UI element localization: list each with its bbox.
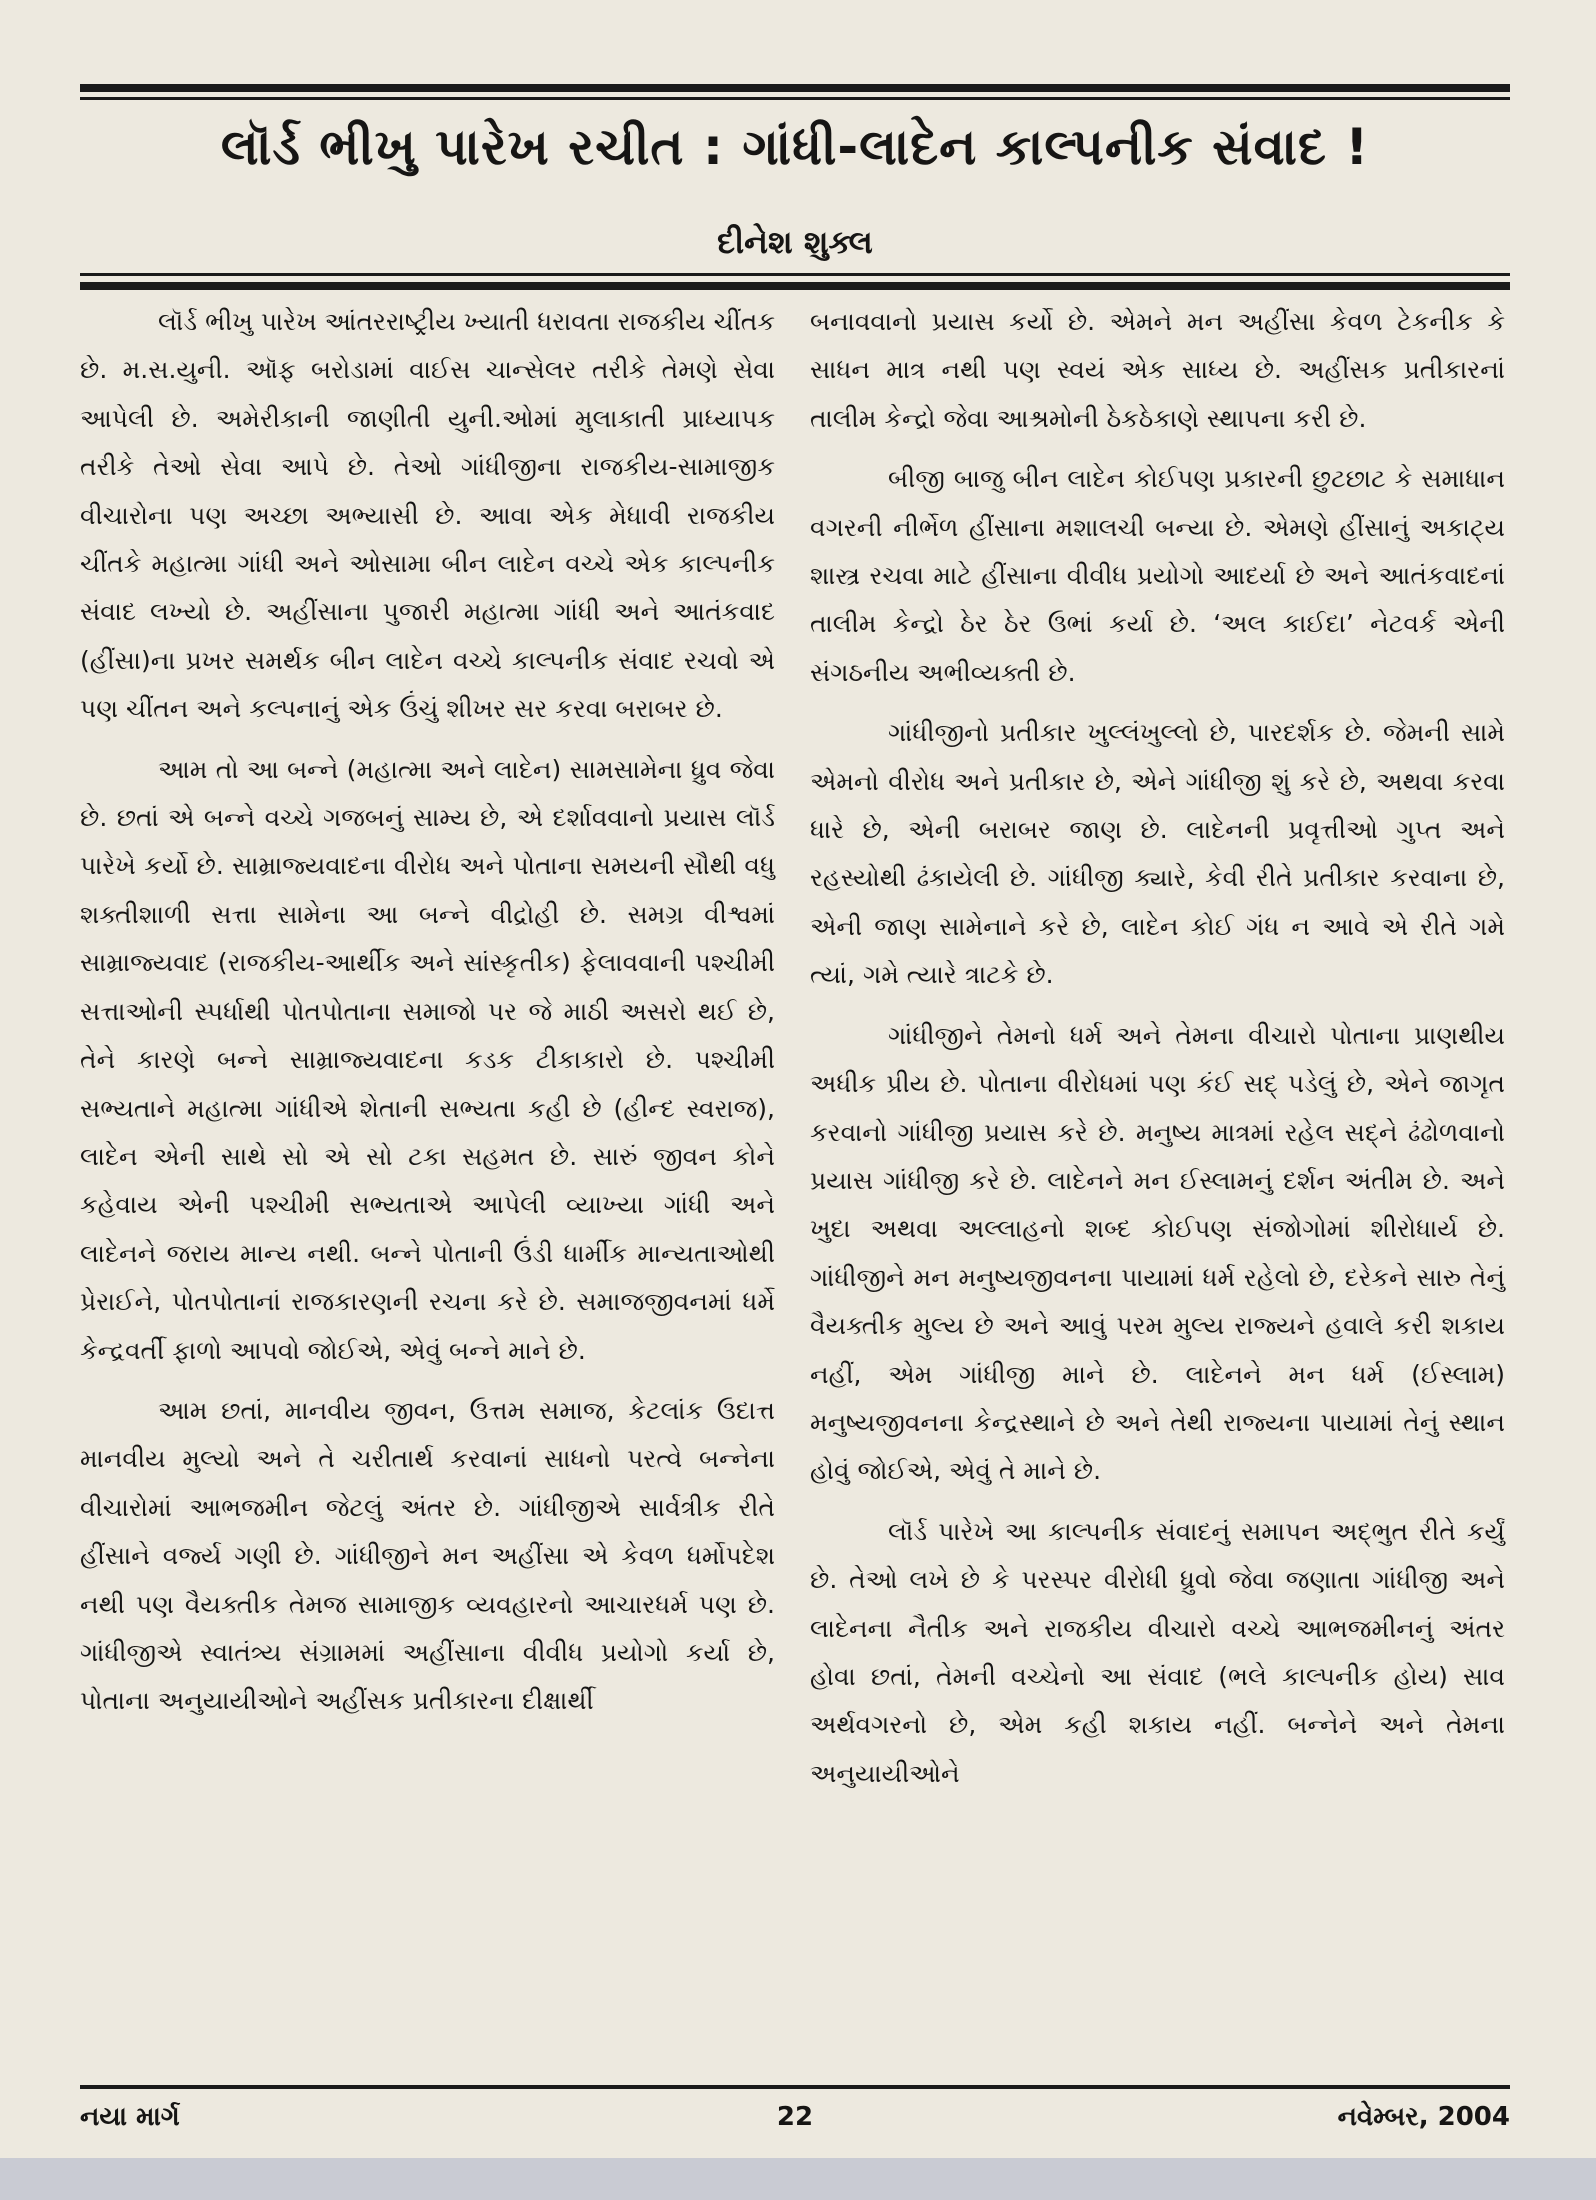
- paragraph: આમ છતાં, માનવીય જીવન, ઉત્તમ સમાજ, કેટલાંક ઉદાત્ત માનવીય મુલ્યો અને તે ચરીતાર્થ કરવાનાં સાધનો પરત્વે બન્નેના વીચારોમાં આભજમીન જેટલું અંતર છે. ગાંધીજીએ સાર્વત્રીક રીતે હીંસાને વર્જ્ય ગણી છે. ગાંધીજીને મન અહીંસા એ કેવળ ધર્મોપદેશ નથી પણ વૈયક્તીક તેમજ સામાજીક વ્યવહારનો આચારધર્મ પણ છે. ગાંધીજીએ સ્વાતંત્ર્ય સંગ્રામમાં અહીંસાના વીવીધ પ્રયોગો કર્યા છે, પોતાના અનુયાયીઓને અહીંસક પ્રતીકારના દીક્ષાર્થી: [80, 1395, 775, 1716]
- header-rule-thin: [80, 273, 1510, 276]
- paragraph: ગાંધીજીનો પ્રતીકાર ખુલ્લંખુલ્લો છે, પારદર્શક છે. જેમની સામે એમનો વીરોધ અને પ્રતીકાર છે, એને ગાંધીજી શું કરે છે, અથવા કરવા ધારે છે, એની બરાબર જાણ છે. લાદેનની પ્રવૃત્તીઓ ગુપ્ત અને રહસ્યોથી ઢંકાયેલી છે. ગાંધીજી ક્યારે, કેવી રીતે પ્રતીકાર કરવાના છે, એની જાણ સામેનાને કરે છે, લાદેન કોઈ ગંધ ન આવે એ રીતે ગમે ત્યાં, ગમે ત્યારે ત્રાટકે છે.: [810, 718, 1505, 990]
- scan-background-strip: [0, 2158, 1596, 2200]
- footer-rule: [80, 2085, 1510, 2089]
- footer-page-number: 22: [776, 2102, 814, 2132]
- paragraph: બીજી બાજુ બીન લાદેન કોઈપણ પ્રકારની છુટછાટ કે સમાધાન વગરની નીર્ભેળ હીંસાના મશાલચી બન્યા છે. એમણે હીંસાનું અકાટ્ય શાસ્ત્ર રચવા માટે હીંસાના વીવીધ પ્રયોગો આદર્યા છે અને આતંકવાદનાં તાલીમ કેન્દ્રો ઠેર ઠેર ઉભાં કર્યા છે. ‘અલ કાઈદા’ નેટવર્ક એની સંગઠનીય અભીવ્યક્તી છે.: [810, 464, 1505, 687]
- paragraph: ગાંધીજીને તેમનો ધર્મ અને તેમના વીચારો પોતાના પ્રાણથીય અધીક પ્રીય છે. પોતાના વીરોધમાં પણ કંઈ સદ્ પડેલું છે, એને જાગૃત કરવાનો ગાંધીજી પ્રયાસ કરે છે. મનુષ્ય માત્રમાં રહેલ સદ્‌ને ઢંઢોળવાનો પ્રયાસ ગાંધીજી કરે છે. લાદેનને મન ઈસ્લામનું દર્શન અંતીમ છે. અને ખુદા અથવા અલ્લાહનો શબ્દ કોઈપણ સંજોગોમાં શીરોધાર્ય છે. ગાંધીજીને મન મનુષ્યજીવનના પાયામાં ધર્મ રહેલો છે, દરેકને સારુ તેનું વૈયક્તીક મુલ્ય છે અને આવું પરમ મુલ્ય રાજ્યને હવાલે કરી શકાય નહીં, એમ ગાંધીજી માને છે. લાદેનને મન ધર્મ (ઈસ્લામ) મનુષ્યજીવનના કેન્દ્રસ્થાને છે અને તેથી રાજ્યના પાયામાં તેનું સ્થાન હોવું જોઈએ, એવું તે માને છે.: [810, 1020, 1505, 1486]
- footer-magazine-name: નયા માર્ગ: [80, 2102, 180, 2132]
- right-column: [810, 298, 1505, 1810]
- footer-date: નવેમ્બર, 2004: [1337, 2102, 1510, 2132]
- paragraph: લૉર્ડ ભીખુ પારેખ આંતરરાષ્ટ્રીય ખ્યાતી ધરાવતા રાજકીય ચીંતક છે. મ.સ.યુની. ઑફ બરોડામાં વાઈસ ચાન્સેલર તરીકે તેમણે સેવા આપેલી છે. અમેરીકાની જાણીતી યુની.ઓમાં મુલાકાતી પ્રાધ્યાપક તરીકે તેઓ સેવા આપે છે. તેઓ ગાંધીજીના રાજકીય-સામાજીક વીચારોના પણ અચ્છા અભ્યાસી છે. આવા એક મેધાવી રાજકીય ચીંતકે મહાત્મા ગાંધી અને ઓસામા બીન લાદેન વચ્ચે એક કાલ્પનીક સંવાદ લખ્યો છે. અહીંસાના પુજારી મહાત્મા ગાંધી અને આતંકવાદ (હીંસા)ના પ્રખર સમર્થક બીન લાદેન વચ્ચે કાલ્પનીક સંવાદ રચવો એ પણ ચીંતન અને કલ્પનાનું એક ઉંચું શીખર સર કરવા બરાબર છે.: [80, 307, 775, 724]
- article-author: દીનેશ શુક્લ: [717, 223, 873, 261]
- top-rule-thick: [80, 84, 1510, 92]
- paragraph: લૉર્ડ પારેખે આ કાલ્પનીક સંવાદનું સમાપન અદ્‌ભુત રીતે કર્યું છે. તેઓ લખે છે કે પરસ્પર વીરોધી ધ્રુવો જેવા જણાતા ગાંધીજી અને લાદેનના નૈતીક અને રાજકીય વીચારો વચ્ચે આભજમીનનું અંતર હોવા છતાં, તેમની વચ્ચેનો આ સંવાદ (ભલે કાલ્પનીક હોય) સાવ અર્થવગરનો છે, એમ કહી શકાય નહીં. બન્નેને અને તેમના અનુયાયીઓને: [810, 1516, 1505, 1788]
- top-rule-thin: [80, 97, 1510, 100]
- header-rule-thick: [80, 282, 1510, 290]
- left-column: [80, 298, 775, 1738]
- article-title: લૉર્ડ ભીખુ પારેખ રચીત : ગાંધી-લાદેન કાલ્પનીક સંવાદ !: [220, 118, 1370, 176]
- paragraph: બનાવવાનો પ્રયાસ કર્યો છે. એમને મન અહીંસા કેવળ ટેકનીક કે સાધન માત્ર નથી પણ સ્વયં એક સાધ્ય છે. અહીંસક પ્રતીકારનાં તાલીમ કેન્દ્રો જેવા આશ્રમોની ઠેકઠેકાણે સ્થાપના કરી છે.: [810, 307, 1505, 433]
- page-footer: [80, 2102, 1510, 2142]
- paragraph: આમ તો આ બન્ને (મહાત્મા અને લાદેન) સામસામેના ધ્રુવ જેવા છે. છતાં એ બન્ને વચ્ચે ગજબનું સામ્ય છે, એ દર્શાવવાનો પ્રયાસ લૉર્ડ પારેખે કર્યો છે. સામ્રાજ્યવાદના વીરોધ અને પોતાના સમયની સૌથી વધુ શક્તીશાળી સત્તા સામેના આ બન્ને વીદ્રોહી છે. સમગ્ર વીશ્વમાં સામ્રાજ્યવાદ (રાજકીય-આર્થીક અને સાંસ્કૃતીક) ફેલાવવાની પશ્ચીમી સત્તાઓની સ્પર્ધાથી પોતપોતાના સમાજો પર જે માઠી અસરો થઈ છે, તેને કારણે બન્ને સામ્રાજ્યવાદના કડક ટીકાકારો છે. પશ્ચીમી સભ્યતાને મહાત્મા ગાંધીએ શેતાની સભ્યતા કહી છે (હીન્દ સ્વરાજ), લાદેન એની સાથે સો એ સો ટકા સહમત છે. સારું જીવન કોને કહેવાય એની પશ્ચીમી સભ્યતાએ આપેલી વ્યાખ્યા ગાંધી અને લાદેનને જરાય માન્ય નથી. બન્ને પોતાની ઉંડી ધાર્મીક માન્યતાઓથી પ્રેરાઈને, પોતપોતાનાં રાજકારણની રચના કરે છે. સમાજજીવનમાં ધર્મે કેન્દ્રવર્તી ફાળો આપવો જોઈએ, એવું બન્ને માને છે.: [80, 754, 775, 1365]
